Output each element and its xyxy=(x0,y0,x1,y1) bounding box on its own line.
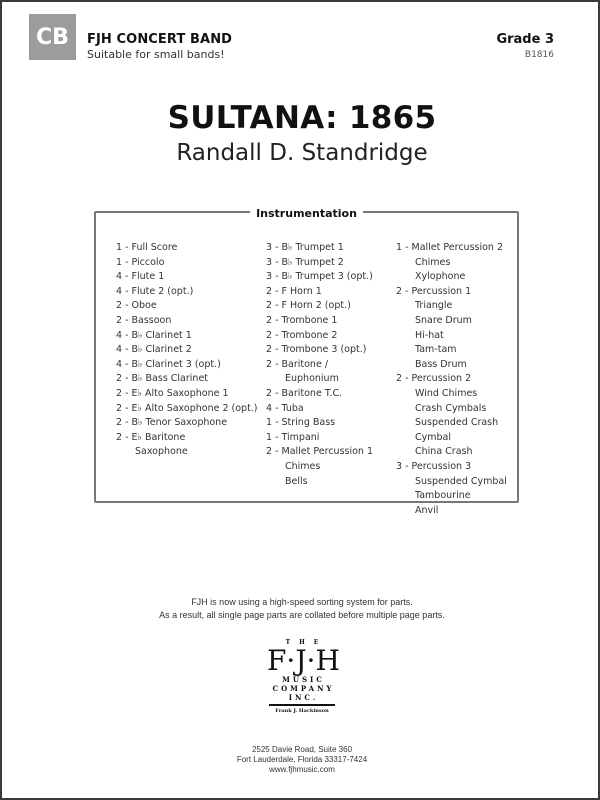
instrument-sub-part: Anvil xyxy=(415,504,439,516)
instrument-part xyxy=(266,445,373,489)
instrument-part xyxy=(396,460,507,518)
instrumentation-heading-wrap xyxy=(96,204,517,222)
instrument-part-label: 2 - F Horn 1 xyxy=(266,285,322,297)
instrument-part xyxy=(116,329,258,344)
instrument-sub-part: Snare Drum xyxy=(415,314,472,326)
logo-inc: INC. xyxy=(288,693,319,702)
instrument-part-label: 2 - Trombone 3 (opt.) xyxy=(266,344,367,356)
instrument-sub-part: Bells xyxy=(285,475,308,487)
instrument-sub-part: Bass Drum xyxy=(415,358,467,370)
instrumentation-box xyxy=(94,207,519,516)
instrument-part xyxy=(396,372,507,460)
logo-company: COMPANY xyxy=(272,684,335,693)
instrument-sub-part: Suspended Cymbal xyxy=(415,475,507,487)
series-title: FJH CONCERT BAND xyxy=(87,32,233,47)
instrument-sub-part: Saxophone xyxy=(135,446,188,458)
instrument-part xyxy=(266,241,373,256)
instrumentation-column-1 xyxy=(116,241,258,460)
instrument-part xyxy=(116,314,258,329)
instrument-part-label: 2 - Baritone T.C. xyxy=(266,387,343,399)
notice-line-1: FJH is now using a high-speed sorting system for parts. xyxy=(191,597,413,607)
instrumentation-column-3 xyxy=(396,241,507,518)
instrument-part-label: 1 - Piccolo xyxy=(116,256,165,268)
instrument-part xyxy=(266,285,373,300)
instrument-part-label: 4 - B♭ Clarinet 2 xyxy=(116,344,192,356)
instrument-part xyxy=(116,387,258,402)
instrument-sub-part: Chimes xyxy=(285,460,321,472)
instrument-part xyxy=(396,285,507,373)
instrument-sub-part: Xylophone xyxy=(415,271,466,283)
grade-label: Grade 3 xyxy=(496,32,554,47)
instrument-part-label: 2 - F Horn 2 (opt.) xyxy=(266,300,351,312)
instrument-part-label: 4 - Flute 1 xyxy=(116,271,165,283)
fjh-publisher-logo xyxy=(267,639,340,719)
instrumentation-heading: Instrumentation xyxy=(250,207,363,220)
instrument-part xyxy=(116,256,258,271)
address-street: 2525 Davie Road, Suite 360 xyxy=(251,745,353,754)
instrument-part xyxy=(266,402,373,417)
instrument-part-label: 2 - E♭ Alto Saxophone 2 (opt.) xyxy=(116,402,258,414)
instrument-part-label: 4 - B♭ Clarinet 3 (opt.) xyxy=(116,358,221,370)
instrument-part xyxy=(116,431,258,460)
instrument-part-label: 2 - Oboe xyxy=(116,300,157,312)
instrument-part-label: 3 - B♭ Trumpet 3 (opt.) xyxy=(266,271,373,283)
instrument-part xyxy=(266,270,373,285)
instrument-part-label: 2 - E♭ Baritone xyxy=(116,431,186,443)
instrument-part-label: 2 - Bassoon xyxy=(116,314,172,326)
instrumentation-column-2 xyxy=(266,241,373,489)
logo-signature: Frank J. Hackinson xyxy=(275,708,329,714)
instrument-part-label: 2 - Percussion 1 xyxy=(396,285,472,297)
instrument-part xyxy=(116,299,258,314)
instrument-sub-part: Tambourine xyxy=(415,490,471,502)
instrument-sub-part: Wind Chimes xyxy=(415,387,478,399)
instrument-part-label: 2 - Mallet Percussion 1 xyxy=(266,446,374,458)
instrument-part xyxy=(116,358,258,373)
instrument-sub-part: Triangle xyxy=(415,300,453,312)
logo-text: CB xyxy=(36,24,69,50)
instrument-sub-part: Hi-hat xyxy=(415,329,444,341)
instrument-part-label: 2 - E♭ Alto Saxophone 1 xyxy=(116,387,229,399)
instrument-part xyxy=(266,329,373,344)
instrument-sub-part: Chimes xyxy=(415,256,451,268)
logo-music: MUSIC xyxy=(282,675,325,684)
instrument-sub-part: Tam-tam xyxy=(415,344,457,356)
instrument-part xyxy=(396,241,507,285)
sorting-notice xyxy=(2,596,600,621)
instrument-part-label: 1 - Timpani xyxy=(266,431,320,443)
logo-the: THE xyxy=(285,639,328,646)
instrument-part xyxy=(266,314,373,329)
logo-rule xyxy=(269,704,335,706)
instrument-part xyxy=(266,416,373,431)
instrument-part-label: 1 - String Bass xyxy=(266,417,336,429)
instrument-part-label: 4 - Tuba xyxy=(266,402,304,414)
series-subtitle: Suitable for small bands! xyxy=(87,48,225,61)
instrument-part xyxy=(116,416,258,431)
instrument-part-label: 4 - B♭ Clarinet 1 xyxy=(116,329,192,341)
instrument-part-label: 1 - Full Score xyxy=(116,242,178,253)
instrument-part-label: 3 - B♭ Trumpet 2 xyxy=(266,256,344,268)
instrument-part-label: 2 - B♭ Bass Clarinet xyxy=(116,373,209,385)
instrument-sub-part: Euphonium xyxy=(285,373,339,385)
instrument-sub-part: China Crash xyxy=(415,446,473,458)
publisher-address xyxy=(2,745,600,775)
instrument-sub-part: Crash Cymbals xyxy=(415,402,487,414)
instrument-part xyxy=(116,372,258,387)
instrument-sub-part: Suspended Crash xyxy=(415,417,499,429)
instrument-part-label: 2 - B♭ Tenor Saxophone xyxy=(116,417,228,429)
instrument-part xyxy=(116,270,258,285)
piece-title: SULTANA: 1865 xyxy=(167,100,437,136)
instrument-part xyxy=(266,358,373,387)
instrument-part xyxy=(266,299,373,314)
logo-fjh: F·J·H xyxy=(267,644,340,677)
instrument-part xyxy=(116,402,258,417)
composer-name: Randall D. Standridge xyxy=(176,140,428,166)
catalog-number: B1816 xyxy=(524,50,554,60)
instrument-part-label: 2 - Baritone / xyxy=(266,358,329,370)
instrument-part xyxy=(266,431,373,446)
instrument-sub-part: Cymbal xyxy=(415,431,452,443)
instrument-part-label: 3 - B♭ Trumpet 1 xyxy=(266,242,344,253)
instrument-part-label: 2 - Percussion 2 xyxy=(396,373,472,385)
instrument-part xyxy=(116,241,258,256)
instrument-part-label: 2 - Trombone 2 xyxy=(266,329,338,341)
instrument-part-label: 2 - Trombone 1 xyxy=(266,314,338,326)
instrument-part-label: 3 - Percussion 3 xyxy=(396,460,472,472)
instrument-part xyxy=(266,256,373,271)
instrument-part xyxy=(266,343,373,358)
concert-band-logo xyxy=(29,14,76,60)
instrument-part-label: 1 - Mallet Percussion 2 xyxy=(396,242,504,253)
instrument-part xyxy=(266,387,373,402)
instrument-part xyxy=(116,285,258,300)
address-city: Fort Lauderdale, Florida 33317-7424 xyxy=(236,755,368,764)
notice-line-2: As a result, all single page parts are collated before multiple page parts. xyxy=(159,609,445,620)
instrument-part-label: 4 - Flute 2 (opt.) xyxy=(116,285,194,297)
instrument-part xyxy=(116,343,258,358)
website-link[interactable]: www.fjhmusic.com xyxy=(269,765,335,774)
